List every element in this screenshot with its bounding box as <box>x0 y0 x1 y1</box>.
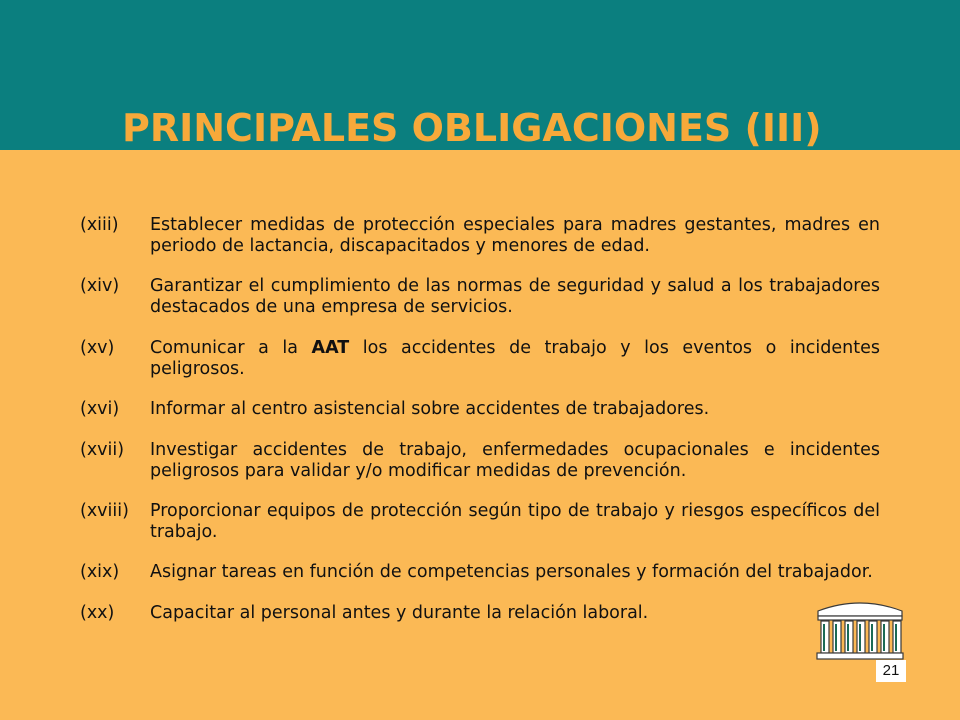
list-item <box>80 338 880 380</box>
item-number: (xiii) <box>80 215 119 235</box>
item-number: (xviii) <box>80 500 129 521</box>
item-text: Informar al centro asistencial sobre accidentes de trabajadores. <box>150 399 710 420</box>
item-number: (xx) <box>80 602 115 623</box>
list-item <box>80 562 880 583</box>
list-item <box>80 501 880 543</box>
item-text: Garantizar el cumplimiento de las normas de seguridad y salud a los trabajadores destacados de una empresa de servicios. <box>150 276 880 318</box>
obligations-list <box>80 215 880 624</box>
list-item <box>80 440 880 482</box>
item-text-bold: AAT <box>311 337 350 358</box>
item-text: Investigar accidentes de trabajo, enfermedades ocupacionales e incidentes peligrosos para validar y/o modificar medidas de prevención. <box>150 439 880 481</box>
item-text: Proporcionar equipos de protección según tipo de trabajo y riesgos específicos del trabajo. <box>150 500 880 542</box>
page-number: 21 <box>876 660 906 682</box>
list-item <box>80 276 880 318</box>
list-item <box>80 399 880 420</box>
item-number: (xv) <box>80 337 115 358</box>
item-text-after: los accidentes de trabajo y los eventos o incidentes peligrosos. <box>150 337 880 379</box>
slide-title: PRINCIPALES OBLIGACIONES (III) <box>122 106 822 150</box>
building-columns-icon <box>814 597 906 661</box>
item-text: Asignar tareas en función de competencias personales y formación del trabajador. <box>150 562 873 583</box>
item-number: (xix) <box>80 562 120 583</box>
item-text-before: Comunicar a la <box>150 337 312 358</box>
item-number: (xvii) <box>80 439 125 460</box>
item-text: Establecer medidas de protección especiales para madres gestantes, madres en periodo de lactancia, discapacitados y menores de edad. <box>150 215 880 256</box>
list-item <box>80 603 880 624</box>
item-text <box>150 338 880 380</box>
list-item <box>80 215 880 257</box>
item-text: Capacitar al personal antes y durante la relación laboral. <box>150 602 649 623</box>
item-number: (xvi) <box>80 399 120 420</box>
item-number: (xiv) <box>80 276 120 297</box>
